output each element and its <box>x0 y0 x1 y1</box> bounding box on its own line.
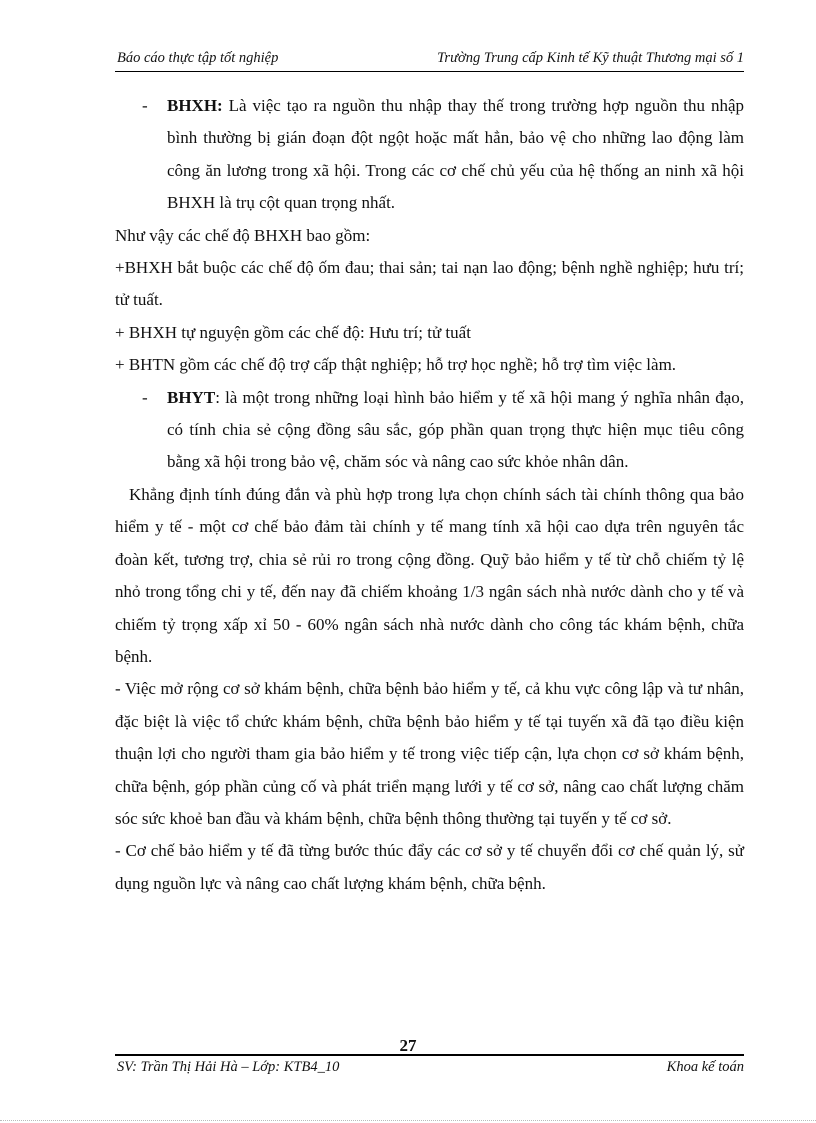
page-number: 27 <box>399 1036 417 1055</box>
line-bhxh-tu-nguyen: + BHXH tự nguyện gồm các chế độ: Hưu trí; tử tuất <box>115 322 471 342</box>
bhxh-text: Là việc tạo ra nguồn thu nhập thay thế trong trường hợp nguồn thu nhập bình thường bị gián đoạn đột ngột hoặc mất hẳn, bảo vệ cho những lao động làm công ăn lương trong xã hội. Trong các cơ chế chủ yếu của hệ thống an ninh xã hội BHXH là trụ cột quan trọng nhất. <box>167 96 744 213</box>
paragraph-mo-rong: - Việc mở rộng cơ sở khám bệnh, chữa bệnh bảo hiểm y tế, cả khu vực công lập và tư nhân, đặc biệt là việc tổ chức khám bệnh, chữa bệnh bảo hiểm y tế tại tuyến xã đã tạo điều kiện thuận lợi cho người tham gia bảo hiểm y tế trong việc tiếp cận, lựa chọn cơ sở khám bệnh, chữa bệnh, góp phần củng cố và phát triển mạng lưới y tế cơ sở, nâng cao chất lượng chăm sóc sức khoẻ ban đầu và khám bệnh, chữa bệnh thông thường tại tuyến y tế cơ sở. <box>115 679 744 828</box>
footer-rule <box>115 1054 744 1056</box>
bhyt-label: BHYT <box>167 387 216 407</box>
bhxh-label: BHXH: <box>167 96 223 115</box>
bhyt-text: : là một trong những loại hình bảo hiểm y tế xã hội mang ý nghĩa nhân đạo, có tính chia sẻ cộng đồng sâu sắc, góp phần quan trọng thực hiện mục tiêu công bằng xã hội trong bảo vệ, chăm sóc và nâng cao sức khỏe nhân dân. <box>167 387 744 472</box>
line-bhxh-bat-buoc: +BHXH bắt buộc các chế độ ốm đau; thai sản; tai nạn lao động; bệnh nghề nghiệp; hưu trí; tử tuất. <box>115 258 744 310</box>
paragraph-co-che: - Cơ chế bảo hiểm y tế đã từng bước thúc đẩy các cơ sở y tế chuyển đổi cơ chế quản lý, sử dụng nguồn lực và nâng cao chất lượng khám bệnh, chữa bệnh. <box>115 841 744 893</box>
bullet-bhyt <box>115 382 744 479</box>
page-header <box>115 50 744 70</box>
header-right: Trường Trung cấp Kinh tế Kỹ thuật Thương mại số 1 <box>437 50 744 66</box>
footer-left: SV: Trần Thị Hải Hà – Lớp: KTB4_10 <box>117 1059 340 1075</box>
header-rule <box>115 71 744 72</box>
line-bhtn: + BHTN gồm các chế độ trợ cấp thật nghiệp; hỗ trợ học nghề; hỗ trợ tìm việc làm. <box>115 355 677 375</box>
bullet-bhxh <box>115 90 744 220</box>
bottom-dotted-divider <box>0 1120 816 1121</box>
paragraph-khang-dinh: Khẳng định tính đúng đắn và phù hợp trong lựa chọn chính sách tài chính thông qua bảo hiểm y tế - một cơ chế bảo đảm tài chính y tế mang tính xã hội cao dựa trên nguyên tắc đoàn kết, tương trợ, chia sẻ rủi ro trong cộng đồng. Quỹ bảo hiểm y tế từ chỗ chiếm tỷ lệ nhỏ trong tổng chi y tế, đến nay đã chiếm khoảng 1/3 ngân sách nhà nước dành cho y tế và chiếm tỷ trọng xấp xỉ 50 - 60% ngân sách nhà nước dành cho công tác khám bệnh, chữa bệnh. <box>115 484 744 666</box>
header-left: Báo cáo thực tập tốt nghiệp <box>117 50 279 66</box>
page-body <box>115 90 744 900</box>
footer-right: Khoa kế toán <box>666 1059 744 1075</box>
line-nhu-vay: Như vậy các chế độ BHXH bao gồm: <box>115 225 371 245</box>
bullet-dash: - <box>142 387 148 407</box>
bullet-dash: - <box>142 96 148 115</box>
